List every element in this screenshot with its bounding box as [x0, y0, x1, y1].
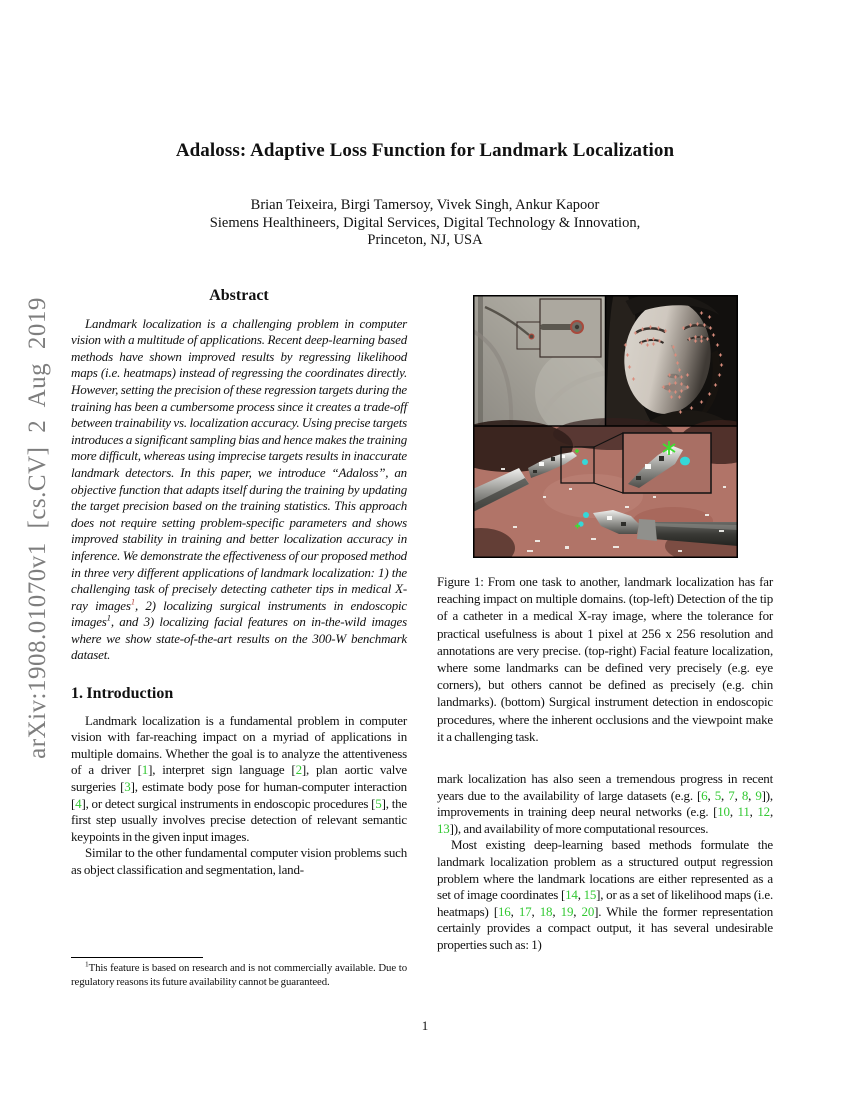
- superscript: 1: [85, 959, 89, 969]
- footnote-rule: [71, 957, 203, 958]
- xray-subimage: [473, 295, 611, 435]
- figure-1-image: [473, 295, 738, 558]
- citation-link[interactable]: 11: [737, 804, 750, 820]
- citation-link[interactable]: 1: [141, 762, 149, 778]
- page-title: Adaloss: Adaptive Loss Function for Landmark Localization: [175, 140, 675, 161]
- citation-link[interactable]: 13: [437, 820, 450, 836]
- intro-paragraph-1: Landmark localization is a fundamental problem in computer vision with far-reaching impact on a myriad of applications in multiple domains. Whether the goal is to analyze the attentiveness of a driver [1], interpret sign language [2], plan aortic valve surgeries [3], estimate body pose for human-computer interaction [4], or detect surgical instruments in endoscopic procedures [5], the first step usually involves precise detection of relevant semantic keypoints in the given input images.: [71, 712, 407, 844]
- citation-link[interactable]: 3: [124, 779, 131, 795]
- citation-link[interactable]: 5: [714, 787, 722, 803]
- citation-link[interactable]: 20: [581, 903, 595, 919]
- intro-paragraph-2: Similar to the other fundamental computer vision problems such as object classification and segmentation, land-: [71, 845, 407, 877]
- citation-link[interactable]: 19: [560, 903, 574, 919]
- body-paragraph-2: Most existing deep-learning based methods formulate the landmark localization problem as a structured output regression problem where the landmark locations are either represented as a set of image coordinates [14, 15], or as a set of likelihood maps (i.e. heatmaps) [16, 17, 18, 19, 20]. While the former representation certainly provides a compact output, it has several undesirable properties such as: 1): [437, 837, 774, 952]
- footnote-text: $^1$This feature is based on research and is not commercially available. Due to regulatory reasons its future availability cannot be guaranteed.: [71, 959, 407, 989]
- citation-link[interactable]: 7: [728, 787, 735, 803]
- endoscopy-subimage: [473, 418, 738, 558]
- superscript: 1: [106, 612, 111, 623]
- figure-1: [473, 295, 738, 558]
- affiliation-line-2: Princeton, NJ, USA: [367, 232, 483, 248]
- citation-link[interactable]: 4: [75, 795, 82, 811]
- citation-link[interactable]: 2: [295, 762, 302, 778]
- affiliation-line-1: Siemens Healthineers, Digital Services, Digital Technology & Innovation,: [209, 214, 641, 231]
- citation-link[interactable]: 17: [518, 903, 532, 919]
- citation-link[interactable]: 8: [741, 787, 749, 803]
- face-subimage: [605, 295, 738, 426]
- citation-link[interactable]: 12: [757, 804, 770, 820]
- citation-link[interactable]: 5: [375, 795, 382, 811]
- page-number: 1: [421, 1018, 429, 1033]
- citation-link[interactable]: 18: [539, 903, 553, 919]
- authors-block: [0, 197, 850, 250]
- citation-link[interactable]: 10: [717, 804, 730, 820]
- citation-link[interactable]: 6: [701, 787, 708, 803]
- left-column: [71, 288, 407, 990]
- right-column: [437, 290, 773, 954]
- footnote: [71, 957, 407, 990]
- citation-link[interactable]: 16: [497, 903, 511, 919]
- citation-link[interactable]: 15: [583, 887, 597, 903]
- abstract-heading: Abstract: [209, 287, 269, 304]
- citation-link[interactable]: 14: [565, 887, 578, 903]
- citation-link[interactable]: 9: [755, 787, 762, 803]
- arxiv-watermark: arXiv:1908.01070v1 [cs.CV] 2 Aug 2019: [24, 297, 51, 759]
- figure-1-caption: Figure 1: From one task to another, landmark localization has far reaching impact on multiple domains. (top-left) Detection of the tip of a catheter in a medical X-ray image, where the tolerance for practical usefulness is about 1 pixel at 256 x 256 resolution and annotations are very precise. (top-right) Facial feature localization, where some landmarks can be defined very precisely (e.g. eye corners), but others cannot be defined as precisely (e.g. chin landmarks). (bottom) Surgical instrument detection in endoscopic procedures, where the inherent occlusions and the viewpoint make it a challenging task.: [437, 574, 773, 744]
- footnote-ref[interactable]: 1: [130, 596, 135, 607]
- abstract-text: Landmark localization is a challenging problem in computer vision with a multitude of applications. Recent deep-learning based methods have shown improved results by regressing likelihood maps (i.e. heatmaps) instead of regressing the coordinates directly. However, setting the precision of these regression targets during the training has been a cumbersome process since it creates a trade-off between trainability vs. localization accuracy. Using precise targets introduces a significant sampling bias and hence makes the training more difficult, whereas using imprecise targets results in inaccurate landmark detectors. In this paper, we introduce “Adaloss”, an objective function that adapts itself during the training by updating the target precision based on the training statistics. This approach does not require setting problem-specific parameters and shows improved stability in training and better localization accuracy in inference. We demonstrate the effectiveness of our proposed method in three very different applications of landmark localization: 1) the challenging task of precisely detecting catheter tips in medical X-ray images$^1$, 2) localizing surgical instruments in endoscopic images$^1$, and 3) localizing facial features on in-the-wild images where we show state-of-the-art results on the 300-W benchmark dataset.: [71, 315, 407, 663]
- body-paragraph-1: mark localization has also seen a tremendous progress in recent years due to the availability of large datasets (e.g. [6, 5, 7, 8, 9]), improvements in training deep neural networks (e.g. [10, 11, 12, 13]), and availability of more computational resources.: [437, 771, 773, 836]
- authors-line: Brian Teixeira, Birgi Tamersoy, Vivek Singh, Ankur Kapoor: [250, 197, 600, 213]
- section-heading-introduction: 1. Introduction: [71, 685, 174, 703]
